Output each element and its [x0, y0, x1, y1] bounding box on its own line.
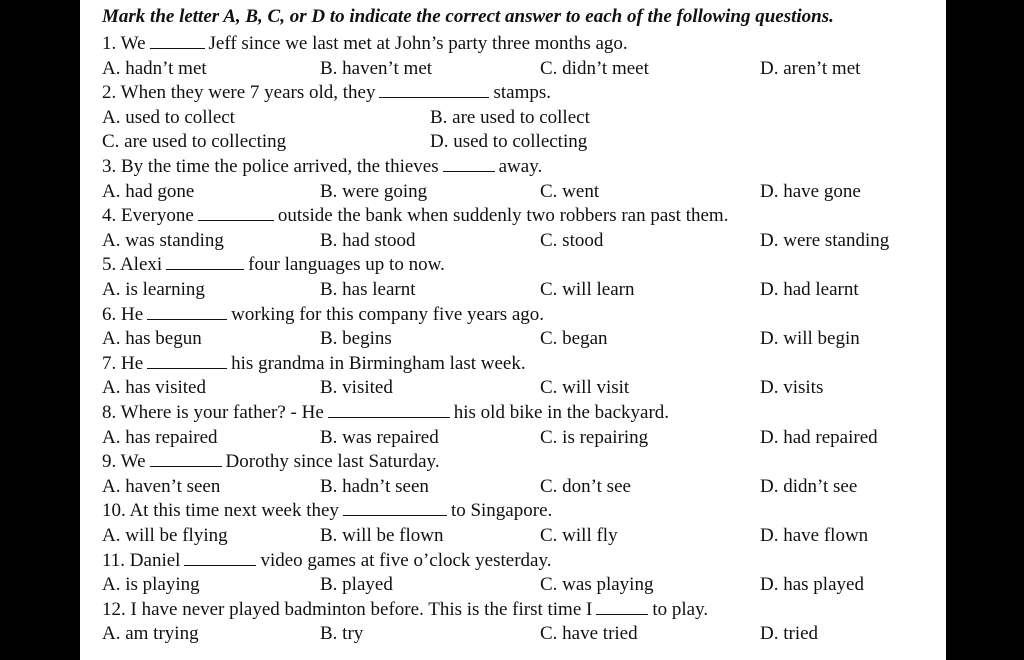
option-c: C. will fly	[540, 525, 618, 546]
question-5	[102, 254, 445, 276]
option-d: D. didn’t see	[760, 475, 858, 497]
option-d: D. used to collecting	[430, 131, 588, 153]
option-b: B. hadn’t seen	[320, 475, 429, 497]
option-c: C. don’t see	[540, 475, 631, 497]
question-stem-end: his grandma in Birmingham last week.	[231, 352, 526, 374]
question-stem-start: 7. He	[102, 352, 144, 374]
option-d: D. had learnt	[760, 279, 859, 300]
question-stem-start: 12. I have never played badminton before. This is the first time I	[102, 598, 593, 620]
option-c: C. is repairing	[540, 426, 649, 448]
question-8	[102, 402, 669, 424]
option-a: A. has begun	[102, 328, 202, 350]
answer-blank	[596, 600, 648, 615]
question-11	[102, 550, 552, 572]
option-c: C. went	[540, 180, 600, 202]
answer-blank	[443, 157, 495, 172]
option-d: D. were standing	[760, 229, 890, 251]
option-a: A. has repaired	[102, 426, 218, 448]
option-a: A. is learning	[102, 279, 205, 300]
option-d: D. will begin	[760, 328, 860, 350]
option-c: C. have tried	[540, 623, 638, 645]
question-stem-start: 6. He	[102, 303, 144, 325]
option-a: A. has visited	[102, 377, 206, 399]
option-d: D. visits	[760, 377, 824, 399]
answer-blank	[150, 452, 222, 467]
option-d: D. have gone	[760, 180, 861, 202]
option-b: B. was repaired	[320, 426, 439, 448]
question-stem-start: 3. By the time the police arrived, the thieves	[102, 156, 439, 177]
answer-blank	[343, 501, 447, 516]
question-stem-end: away.	[498, 156, 543, 177]
option-d: D. has played	[760, 574, 864, 596]
question-stem-end: stamps.	[493, 82, 552, 104]
option-a: A. had gone	[102, 180, 195, 202]
option-c: C. began	[540, 328, 608, 350]
question-stem-start: 5. Alexi	[102, 254, 163, 276]
answer-blank	[150, 34, 205, 49]
option-d: D. had repaired	[760, 426, 878, 448]
question-stem-end: working for this company five years ago.	[231, 303, 545, 325]
answer-blank	[379, 83, 489, 98]
option-c: C. was playing	[540, 574, 654, 596]
option-c: C. didn’t meet	[540, 57, 649, 79]
option-d: D. tried	[760, 623, 819, 645]
question-6	[102, 304, 544, 326]
option-a: A. hadn’t met	[102, 57, 207, 79]
question-stem-start: 8. Where is your father? - He	[102, 402, 324, 423]
answer-blank	[166, 255, 244, 270]
question-stem-start: 4. Everyone	[102, 205, 194, 227]
answer-blank	[147, 305, 227, 320]
option-b: B. played	[320, 574, 393, 596]
option-b: B. haven’t met	[320, 57, 433, 79]
question-7	[102, 353, 526, 375]
question-stem-end: outside the bank when suddenly two robbers ran past them.	[277, 205, 729, 227]
answer-blank	[147, 354, 227, 369]
option-a: A. haven’t seen	[102, 475, 221, 497]
question-stem-end: video games at five o’clock yesterday.	[260, 549, 552, 571]
question-stem-end: four languages up to now.	[248, 254, 445, 276]
question-10	[102, 500, 552, 522]
answer-blank	[328, 403, 450, 418]
option-b: B. had stood	[320, 229, 416, 251]
answer-blank	[184, 551, 256, 566]
option-a: A. was standing	[102, 229, 224, 251]
option-b: B. visited	[320, 377, 393, 399]
question-stem-start: 10. At this time next week they	[102, 500, 339, 522]
option-d: D. have flown	[760, 525, 869, 546]
question-3	[102, 156, 542, 178]
question-stem-end: Jeff since we last met at John’s party three months ago.	[208, 33, 628, 54]
option-b: B. has learnt	[320, 279, 416, 300]
answer-blank	[198, 206, 274, 221]
option-a: A. will be flying	[102, 525, 228, 546]
question-stem-start: 1. We	[102, 33, 146, 54]
question-1	[102, 33, 628, 55]
option-a: A. used to collect	[102, 106, 235, 128]
option-b: B. will be flown	[320, 525, 444, 546]
question-stem-end: to Singapore.	[450, 500, 553, 522]
question-stem-start: 11. Daniel	[102, 549, 181, 571]
question-12	[102, 599, 708, 621]
question-stem-end: his old bike in the backyard.	[453, 402, 670, 423]
option-c: C. will visit	[540, 377, 630, 399]
option-c: C. stood	[540, 229, 604, 251]
option-c: C. will learn	[540, 279, 635, 300]
option-b: B. are used to collect	[430, 106, 590, 128]
option-c: C. are used to collecting	[102, 131, 287, 153]
question-stem-end: to play.	[652, 598, 709, 620]
question-2	[102, 82, 551, 104]
worksheet-page	[80, 0, 946, 660]
option-b: B. were going	[320, 180, 428, 202]
question-stem-start: 9. We	[102, 451, 146, 473]
question-4	[102, 205, 728, 227]
option-a: A. is playing	[102, 574, 200, 596]
option-b: B. begins	[320, 328, 392, 350]
option-d: D. aren’t met	[760, 57, 861, 79]
instructions-title: Mark the letter A, B, C, or D to indicate the correct answer to each of the following questions.	[102, 6, 834, 27]
question-9	[102, 451, 440, 473]
option-b: B. try	[320, 623, 364, 645]
question-stem-start: 2. When they were 7 years old, they	[102, 82, 376, 104]
option-a: A. am trying	[102, 623, 199, 645]
question-stem-end: Dorothy since last Saturday.	[225, 451, 440, 473]
